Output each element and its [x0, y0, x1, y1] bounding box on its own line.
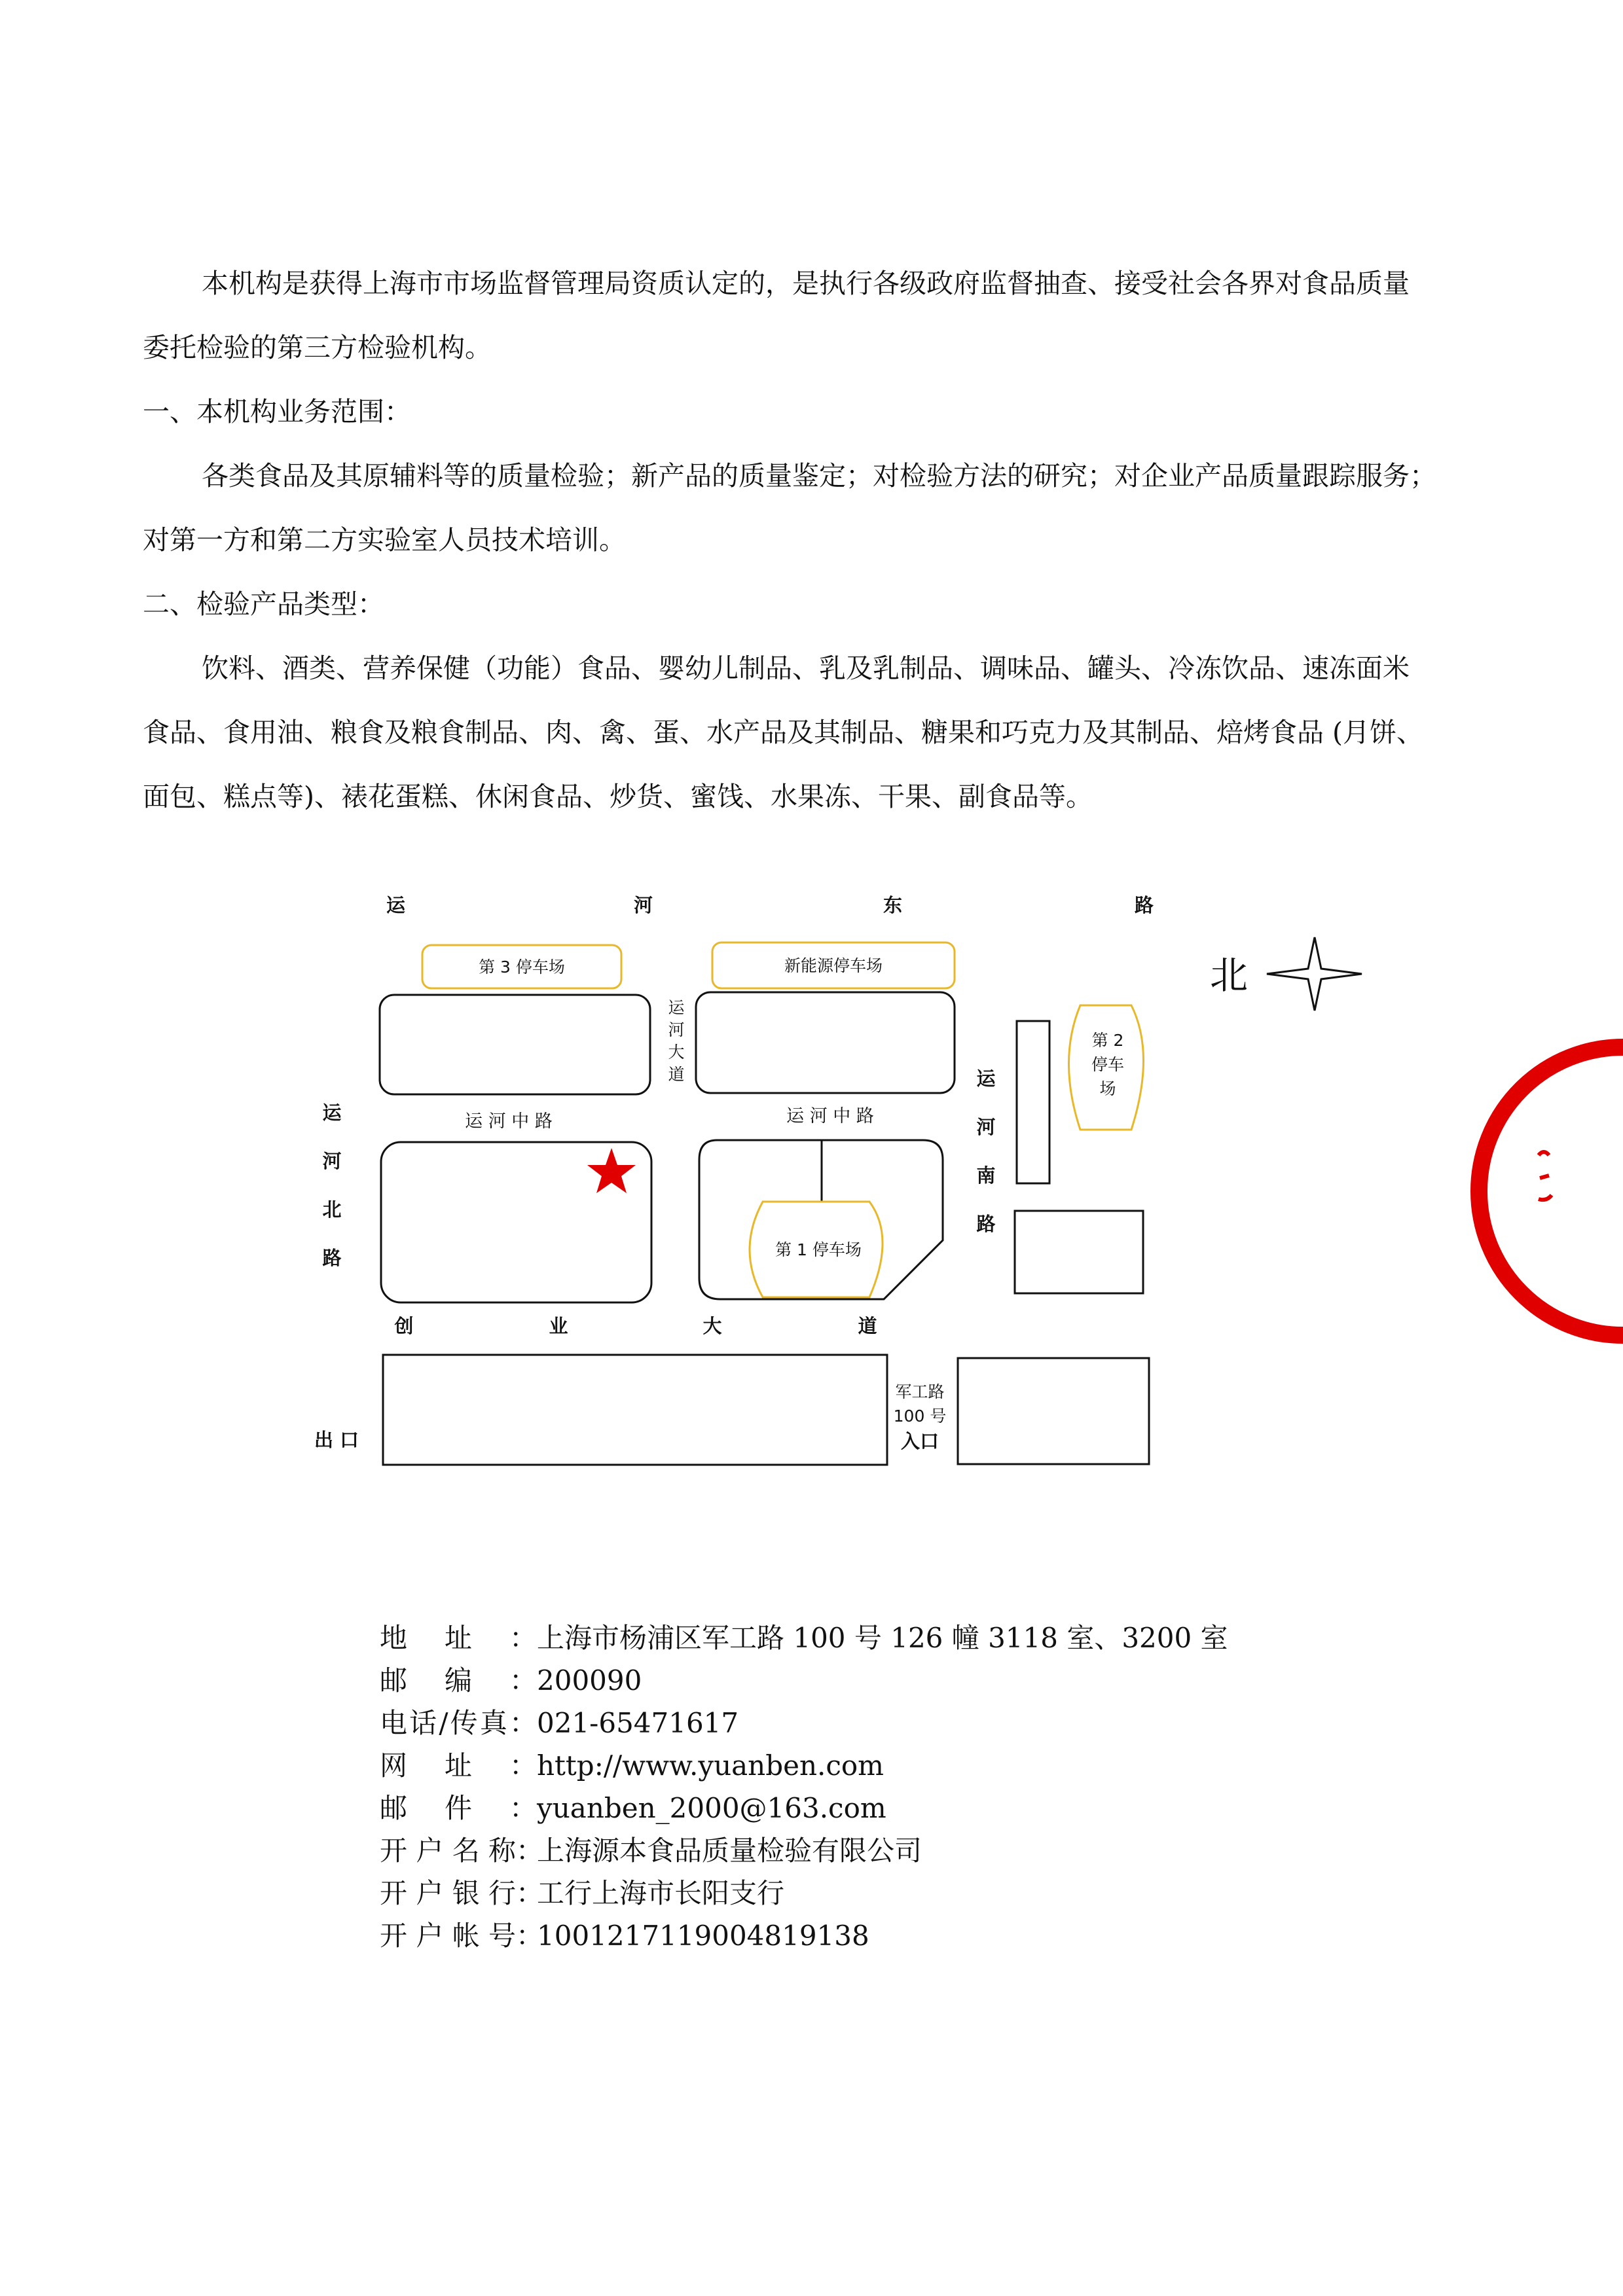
exit-label: 出 口	[314, 1429, 359, 1451]
section1-heading: 一、本机构业务范围：	[143, 396, 411, 427]
block-bottom-right	[958, 1358, 1149, 1464]
building-narrow	[1017, 1021, 1049, 1183]
road-north-char-1: 运	[322, 1102, 342, 1124]
contact-bank-row	[380, 1872, 1228, 1914]
road-south-char-2: 河	[976, 1116, 996, 1138]
location-star-icon	[587, 1148, 636, 1193]
contact-web-row	[380, 1744, 1228, 1787]
road-north-char-4: 路	[322, 1247, 342, 1269]
section1-line-1	[143, 444, 1485, 508]
avenue-chuangye-char-2: 业	[549, 1315, 568, 1337]
parking-3-label: 第 3 停车场	[479, 958, 565, 977]
address-label: 地址：	[380, 1622, 537, 1654]
account-name-value: 上海源本食品质量检验有限公司	[537, 1835, 922, 1867]
section2-line-2: 食品、食用油、粮食及粮食制品、肉、禽、蛋、水产品及其制品、糖果和巧克力及其制品、焙烤食品 (月饼、	[143, 717, 1424, 748]
road-middle-left-label: 运 河 中 路	[465, 1111, 553, 1132]
block-top-left	[380, 995, 650, 1094]
contact-account-name-row	[380, 1829, 1228, 1872]
road-east-char-4: 路	[1135, 894, 1154, 916]
entrance-address-1: 军工路	[895, 1382, 945, 1401]
contact-phone-row	[380, 1702, 1228, 1744]
account-no-value: 1001217119004819138	[537, 1920, 869, 1952]
postcode-label: 邮编：	[380, 1664, 537, 1696]
contact-account-no-row	[380, 1914, 1228, 1957]
block-top-right	[696, 992, 955, 1093]
section2-line-3: 面包、糕点等)、裱花蛋糕、休闲食品、炒货、蜜饯、水果冻、干果、副食品等。	[143, 781, 1093, 812]
web-label: 网址：	[380, 1749, 537, 1782]
intro-line-2: 委托检验的第三方检验机构。	[143, 332, 492, 363]
parking-2-label-2: 停车	[1091, 1055, 1125, 1074]
road-north-char-2: 河	[322, 1150, 342, 1172]
phone-value: 021-65471617	[537, 1707, 739, 1739]
section2-text-1: 饮料、酒类、营养保健（功能）食品、婴幼儿制品、乳及乳制品、调味品、罐头、冷冻饮品、速冻面米	[202, 653, 1410, 684]
parking-new-energy-label: 新能源停车场	[784, 956, 883, 975]
section1-line-2: 对第一方和第二方实验室人员技术培训。	[143, 524, 626, 556]
bank-label: 开 户 银 行：	[380, 1877, 544, 1909]
entrance-address-2: 100 号	[893, 1407, 947, 1426]
road-south-char-1: 运	[976, 1067, 996, 1090]
parking-2-label-3: 场	[1099, 1079, 1116, 1098]
section2-line-1	[143, 636, 1485, 700]
contact-info	[380, 1617, 1228, 1957]
account-name-label: 开 户 名 称：	[380, 1835, 544, 1867]
avenue-chuangye-char-1: 创	[394, 1315, 414, 1337]
building-right-small	[1015, 1211, 1143, 1293]
block-bottom-left	[383, 1355, 887, 1465]
account-no-label: 开 户 帐 号：	[380, 1920, 544, 1952]
road-east-char-2: 河	[634, 894, 653, 916]
parking-2-label-1: 第 2	[1091, 1031, 1124, 1050]
road-south-char-3: 南	[976, 1164, 996, 1187]
avenue-yunhe-char-4: 道	[668, 1065, 685, 1084]
web-value[interactable]: http://www.yuanben.com	[537, 1749, 884, 1782]
section1-text-1: 各类食品及其原辅料等的质量检验；新产品的质量鉴定；对检验方法的研究；对企业产品质量跟踪服务；	[202, 460, 1436, 492]
north-label: 北	[1209, 953, 1249, 997]
contact-postcode-row	[380, 1659, 1228, 1702]
avenue-chuangye-char-4: 道	[858, 1315, 877, 1337]
stamp-partial	[1479, 1047, 1623, 1335]
avenue-chuangye-char-3: 大	[702, 1315, 722, 1337]
phone-label: 电话/传真：	[380, 1707, 537, 1739]
parking-1-label: 第 1 停车场	[775, 1240, 862, 1259]
compass-icon	[1267, 937, 1362, 1011]
road-north-char-3: 北	[322, 1198, 342, 1221]
road-east-char-3: 东	[883, 894, 903, 916]
bank-value: 工行上海市长阳支行	[537, 1877, 785, 1909]
road-middle-right-label: 运 河 中 路	[786, 1106, 874, 1126]
avenue-yunhe-char-3: 大	[668, 1043, 685, 1062]
entrance-label: 入口	[900, 1430, 939, 1452]
email-value[interactable]: yuanben_2000@163.com	[537, 1792, 886, 1824]
contact-email-row	[380, 1787, 1228, 1829]
email-label: 邮件：	[380, 1792, 537, 1824]
intro-line-1	[143, 251, 1485, 315]
intro-text-1: 本机构是获得上海市市场监督管理局资质认定的，是执行各级政府监督抽查、接受社会各界对食品质量	[202, 268, 1410, 299]
contact-address-row	[380, 1617, 1228, 1659]
road-south-char-4: 路	[976, 1213, 996, 1235]
section2-heading: 二、检验产品类型：	[143, 588, 384, 620]
road-east-char-1: 运	[386, 894, 406, 916]
avenue-yunhe-char-2: 河	[668, 1020, 685, 1039]
address-value: 上海市杨浦区军工路 100 号 126 幢 3118 室、3200 室	[537, 1622, 1228, 1654]
postcode-value: 200090	[537, 1664, 642, 1696]
avenue-yunhe-char-1: 运	[668, 998, 685, 1017]
